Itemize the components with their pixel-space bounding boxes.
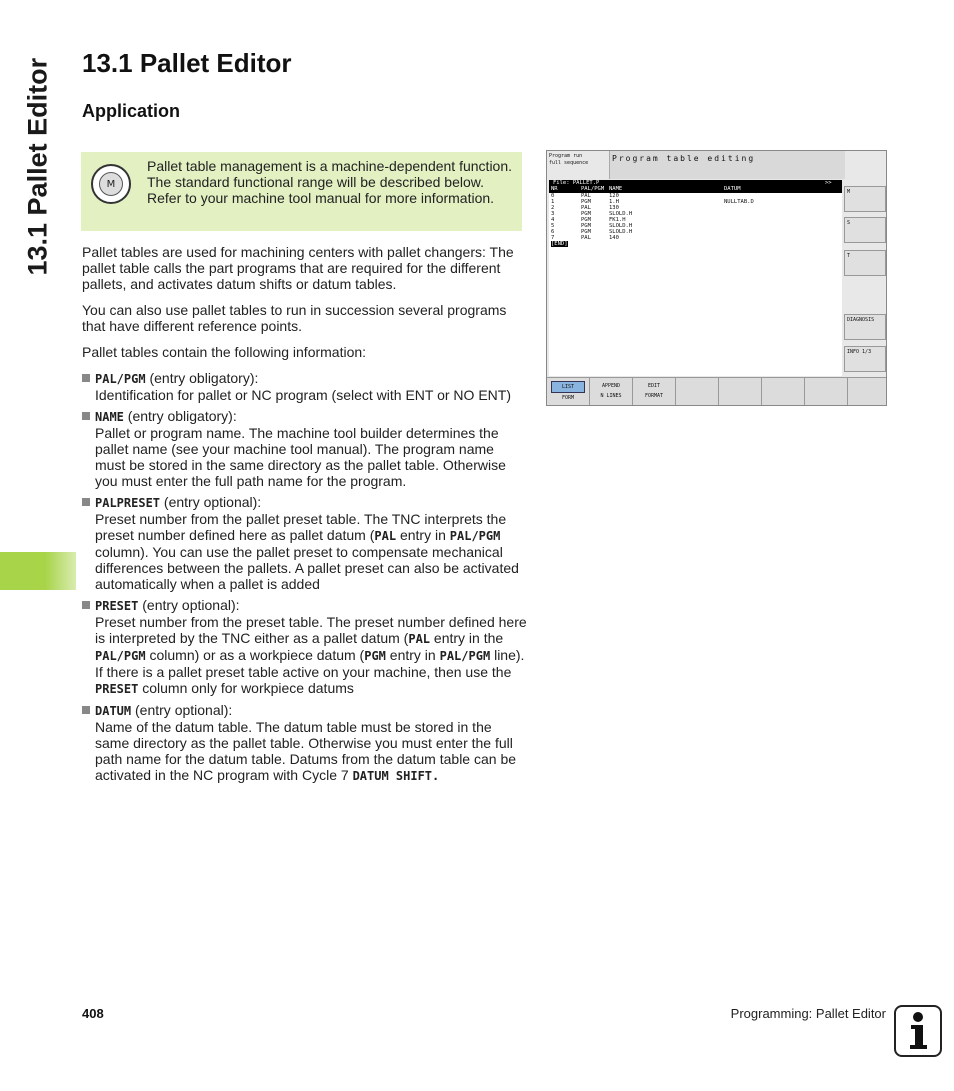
table-cell: 1.H [609,199,619,205]
bullet-preset: PRESET (entry optional): Preset number from the preset table. The preset number defined here is interpreted by the TNC either as a pallet datum (PAL entry in the PAL/PGM column) or as a workpiece datum (PGM entry in PAL/PGM line). If there is a pallet preset table active on your machine, then use the PRESET column only for workpiece datums [82,597,527,697]
table-cell: PAL [581,205,591,211]
table-cell: 6 [551,229,555,235]
bullet-square-icon [82,498,90,506]
table-cell: 140 [609,235,619,241]
screen-title: Program table editing [609,151,845,179]
paragraph: You can also use pallet tables to run in succession several programs that have different reference points. [82,302,507,334]
softkey-edit-format[interactable]: EDIT FORMAT [633,378,676,405]
machine-note-box [81,152,522,231]
table-cell: 3 [551,211,555,217]
table-cell: 1 [551,199,555,205]
section-heading: Application [82,101,180,121]
table-header: NR PAL/PGM NAME DATUM [549,186,842,193]
table-cell: 4 [551,217,555,223]
machine-dependent-icon: M [91,164,131,204]
note-text: Pallet table management is a machine-dependent function. The standard functional range will be described below. Refer to your machine tool manual for more information. [147,158,513,206]
table-cell: 2 [551,205,555,211]
bullet-square-icon [82,374,90,382]
table-cell: 120 [609,193,619,199]
table-cell: PGM [581,199,591,205]
table-cell: PGM [581,211,591,217]
table-cell: PGM [581,223,591,229]
softkey-empty[interactable] [719,378,762,405]
softkey-s[interactable]: S [844,217,886,243]
softkey-info[interactable]: INFO 1/3 [844,346,886,372]
table-cell: PAL [581,235,591,241]
body-text [82,244,527,789]
bullet-square-icon [82,706,90,714]
tnc-screenshot [546,150,887,406]
table-cell: 0 [551,193,555,199]
table-cell: 5 [551,223,555,229]
page-number: 408 [82,1006,104,1021]
file-line: File: PALLET.P >> [549,180,842,186]
pallet-table [549,180,842,376]
operating-mode: Program run full sequence [549,153,589,166]
table-cell: SLOLD.H [609,223,633,229]
paragraph: Pallet tables are used for machining centers with pallet changers: The pallet table calls the part programs that are required for the different pallets, and activates datum shifts or datum tables. [82,244,514,292]
info-icon [894,1005,942,1057]
table-cell: 130 [609,205,619,211]
bullet-square-icon [82,601,90,609]
paragraph: Pallet tables contain the following information: [82,344,367,360]
softkey-append-n-lines[interactable]: APPEND N LINES [590,378,633,405]
softkey-diagnosis[interactable]: DIAGNOSIS [844,314,886,340]
side-tab-marker [0,552,76,590]
table-cell: PGM [581,217,591,223]
table-cell: PGM [581,229,591,235]
table-cell: NULLTAB.D [724,199,754,205]
horizontal-softkeys [547,377,887,405]
table-cell: FK1.H [609,217,626,223]
page-heading: 13.1 Pallet Editor [82,48,292,78]
table-cell: 7 [551,235,555,241]
table-cell: SLOLD.H [609,229,633,235]
side-tab-title: 13.1 Pallet Editor [22,57,53,276]
bullet-square-icon [82,412,90,420]
vertical-softkeys [844,180,886,376]
softkey-m[interactable]: M [844,186,886,212]
softkey-empty[interactable] [676,378,719,405]
table-cell: SLOLD.H [609,211,633,217]
bullet-name: NAME (entry obligatory): Pallet or program name. The machine tool builder determines the pallet name (see your machine tool manual). The program name must be stored in the same directory as the pallet table. Otherwise you must enter the full path name for the program. [82,408,527,489]
table-end-marker: [END] [551,241,568,247]
footer-section: Programming: Pallet Editor [730,1006,886,1021]
softkey-empty[interactable] [805,378,848,405]
table-cell: PAL [581,193,591,199]
bullet-palpreset: PALPRESET (entry optional): Preset number from the pallet preset table. The TNC interprets the preset number defined here as pallet datum (PAL entry in PAL/PGM column). You can use the pallet preset to compensate mechanical differences between the pallets. A pallet preset can also be activated automatically when a pallet is added [82,494,527,592]
softkey-list-form[interactable]: LIST FORM [547,378,590,405]
bullet-datum: DATUM (entry optional): Name of the datum table. The datum table must be stored in the same directory as the pallet table. Otherwise you must enter the full path name for the datum table. Datums from the datum table can be activated in the NC program with Cycle 7 DATUM SHIFT. [82,702,527,784]
softkey-empty[interactable] [762,378,805,405]
bullet-palpgm: PAL/PGM (entry obligatory): Identification for pallet or NC program (select with ENT or NO ENT) [82,370,527,403]
softkey-t[interactable]: T [844,250,886,276]
